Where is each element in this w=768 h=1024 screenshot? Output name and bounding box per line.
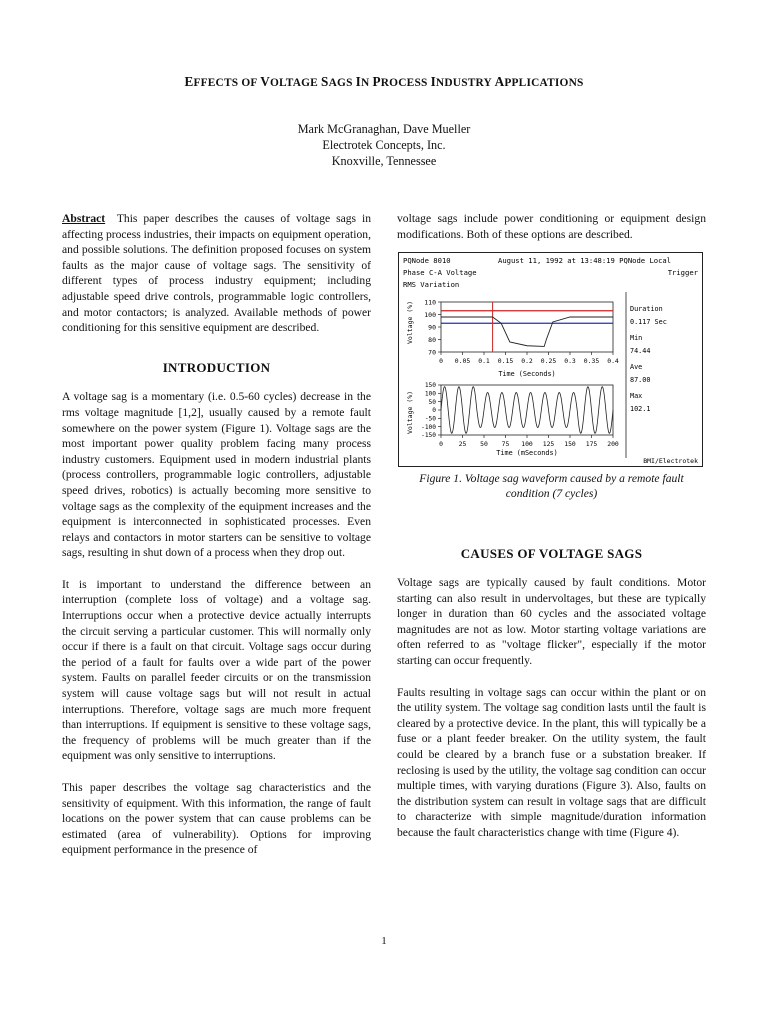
chart1-ytick-label: 70 — [428, 348, 436, 357]
stats-ave-value: 87.00 — [630, 376, 651, 384]
chart1-ylabel: Voltage (%) — [406, 300, 414, 344]
intro-paragraph-1: A voltage sag is a momentary (i.e. 0.5-60 cycles) decrease in the rms voltage magnitude [1,2], usually caused by a remote fault somewhere on the power system (Figure 1). Voltage sags are the most important power quality problem facing many process industry customers. Equipment used in modern industrial plants (process controllers, programmable logic controllers, adjustable speed drives, robotics) is actually becoming more sensitive to voltage sags as the complexity of the equipment increases and the equipment is interconnected in sophisticated processes. Even relays and contactors in motor starters can be sensitive to voltage sags, resulting in shut down of a process when they drop out. — [62, 390, 371, 560]
chart1-xtick-label: 0 — [439, 357, 443, 365]
stats-ave-label: Ave — [630, 363, 643, 371]
chart2-xtick-label: 50 — [480, 440, 488, 448]
chart2-xtick-label: 200 — [607, 440, 619, 448]
chart2-ylabel: Voltage (%) — [406, 390, 414, 434]
causes-paragraph-1: Voltage sags are typically caused by fault conditions. Motor starting can also result in undervoltages, but these are typically longer in duration than 60 cycles and the associated voltage magnitudes are not as low. Motor starting voltage variations are often referred to as "voltage flicker", especially if the motor starting can occur frequently. — [397, 576, 706, 667]
abstract-text: This paper describes the causes of voltage sags in affecting process industries, their impacts on equipment operation, and possible solutions. The definition proposed focuses on system faults as the major cause of voltage sags. The sensitivity of different types of process industry equipment; including adjustable speed drive controls, programmable logic controllers, and motor contactors; is analyzed. Available methods of power conditioning for this sensitive equipment are described. — [62, 212, 371, 335]
chart2-xlabel: Time (mSeconds) — [496, 449, 558, 457]
chart1-xtick-label: 0.25 — [540, 357, 557, 365]
author-block — [0, 121, 768, 169]
figure-header-type: RMS Variation — [403, 280, 460, 289]
right-column — [397, 575, 706, 857]
chart1-ytick-label: 100 — [424, 310, 436, 319]
figure-header-trigger: Trigger — [667, 268, 698, 277]
chart2-ytick-label: -50 — [424, 415, 436, 423]
paper-title: EFFECTS OF VOLTAGE SAGS IN PROCESS INDUSTRY APPLICATIONS — [184, 74, 584, 89]
chart2-ytick-label: -100 — [421, 423, 436, 431]
chart2-xtick-label: 175 — [585, 440, 598, 448]
left-column — [62, 211, 371, 874]
chart1-xtick-label: 0.3 — [564, 357, 576, 365]
abstract-paragraph — [62, 211, 371, 336]
chart1-xtick-label: 0.2 — [521, 357, 533, 365]
chart1-xlabel: Time (Seconds) — [498, 370, 556, 378]
figure-header-device: PQNode 8010 — [403, 256, 451, 265]
stats-min-label: Min — [630, 334, 643, 342]
stats-max-label: Max — [630, 392, 643, 400]
author-names: Mark McGranaghan, Dave Mueller — [297, 122, 471, 136]
chart1-xtick-label: 0.05 — [454, 357, 471, 365]
chart1-xtick-label: 0.35 — [583, 357, 600, 365]
chart1-xtick-label: 0.15 — [497, 357, 514, 365]
introduction-heading: INTRODUCTION — [162, 359, 271, 375]
intro-paragraph-2: It is important to understand the difference between an interruption (complete loss of voltage) and a voltage sag. Interruptions occur when a protective device actually interrupts the circuit serving a particular customer. This will normally only occur if there is a fault on that circuit. Voltage sags occur during the period of a fault for faults over a wide part of the power system. Faults on parallel feeder circuits or on the transmission system will cause voltage sags but will not result in actual interruptions. Therefore, voltage sags are much more frequent than interruptions. If equipment is sensitive to these voltage sags, the frequency of problems will be much greater than if the equipment was only sensitive to interruptions. — [62, 577, 371, 763]
intro-paragraph-3: This paper describes the voltage sag characteristics and the sensitivity of equipment. With this information, the range of fault locations on the power system that can cause problems can be estimated (area of vulnerability). Options for improving equipment performance in the presence of — [62, 781, 371, 857]
figure-1 — [398, 252, 703, 467]
chart1-ytick-label: 90 — [428, 323, 436, 332]
chart2-xtick-label: 150 — [564, 440, 576, 448]
chart2-xtick-label: 125 — [542, 440, 555, 448]
figure-header-phase: Phase C-A Voltage — [403, 268, 477, 277]
stats-duration-label: Duration — [630, 305, 663, 313]
page-number: 1 — [381, 935, 387, 947]
author-location: Knoxville, Tennessee — [331, 154, 437, 168]
chart2-xtick-label: 0 — [439, 440, 443, 448]
chart2-ytick-label: 50 — [428, 398, 436, 406]
chart1-ytick-label: 110 — [424, 298, 436, 307]
chart2-xtick-label: 25 — [458, 440, 467, 448]
chart2-ytick-label: 0 — [432, 407, 436, 415]
chart2-ytick-label: 150 — [424, 382, 436, 390]
stats-duration-value: 0.117 Sec — [630, 318, 667, 326]
figure-1-caption: Figure 1. Voltage sag waveform caused by a remote fault condition (7 cycles) — [419, 472, 684, 500]
chart2-xtick-label: 75 — [501, 440, 510, 448]
author-organization: Electrotek Concepts, Inc. — [322, 138, 446, 152]
intro-paragraph-3-continued: voltage sags include power conditioning or equipment design modifications. Both of these options are described. — [397, 212, 706, 241]
chart1-xtick-label: 0.1 — [478, 357, 490, 365]
chart1-xtick-label: 0.4 — [607, 357, 619, 365]
figure-footer: BMI/Electrotek — [643, 457, 698, 465]
abstract-label: Abstract — [62, 212, 106, 225]
chart2-xtick-label: 100 — [521, 440, 533, 448]
figure-header-date: August 11, 1992 at 13:48:19 PQNode Local — [498, 256, 672, 265]
chart1-ytick-label: 80 — [428, 335, 436, 344]
chart2-ytick-label: 100 — [424, 390, 436, 398]
stats-max-value: 102.1 — [630, 405, 651, 413]
stats-min-value: 74.44 — [630, 347, 651, 355]
causes-paragraph-2: Faults resulting in voltage sags can occur within the plant or on the utility system. The voltage sag condition lasts until the fault is cleared by a protective device. In the plant, this will typically be a fuse or a plant feeder breaker. On the utility system, the fault could be cleared by a branch fuse or a substation breaker. If reclosing is used by the utility, the voltage sag condition can occur multiple times, with varying durations (Figure 3). Also, faults on the distribution system can result in voltage sags that are difficult to characterize with simple magnitude/duration information because the fault characteristics change with time (Figure 4). — [397, 685, 706, 839]
causes-heading: CAUSES OF VOLTAGE SAGS — [460, 546, 643, 561]
chart2-ytick-label: -150 — [421, 432, 436, 440]
